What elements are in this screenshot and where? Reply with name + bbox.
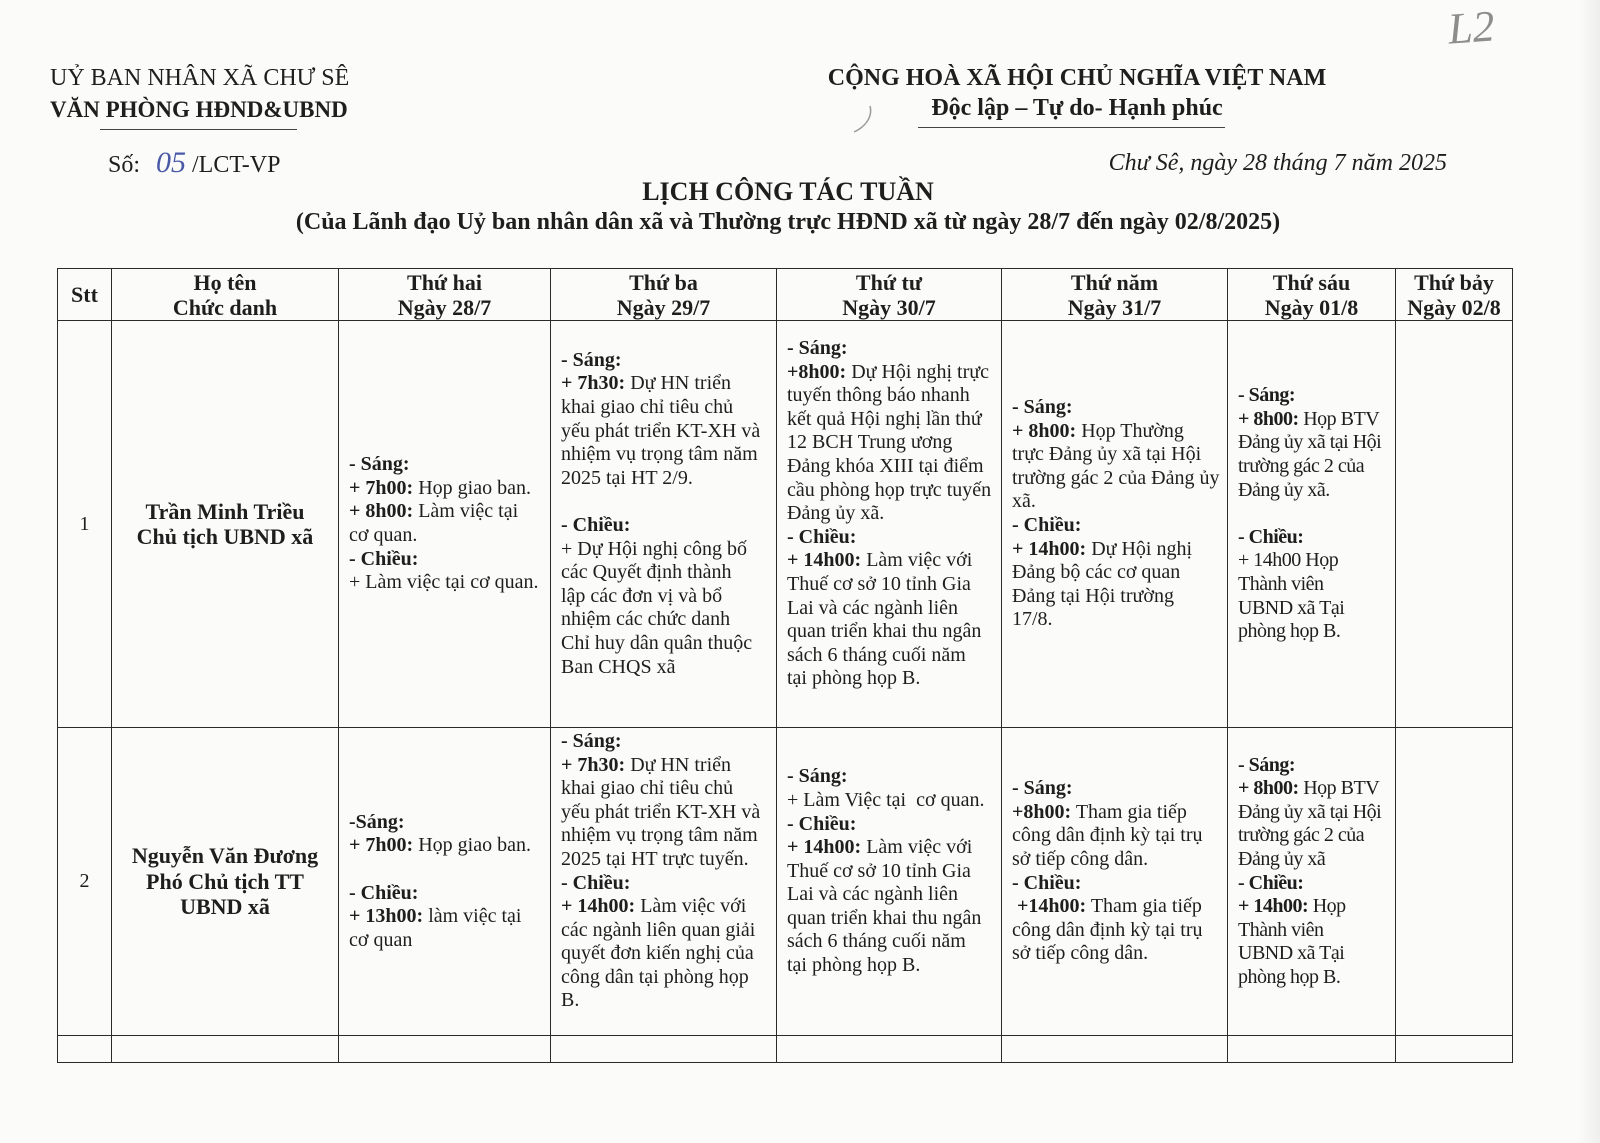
agency-header bbox=[50, 62, 349, 126]
day-cell-mon bbox=[339, 1036, 551, 1063]
schedule-line bbox=[1012, 801, 1223, 825]
schedule-text: Họp giao ban. bbox=[413, 834, 531, 857]
schedule-line bbox=[1238, 384, 1391, 408]
schedule-text: công dân định kỳ tại trụ bbox=[1012, 918, 1203, 941]
schedule-line bbox=[1012, 777, 1223, 801]
column-header-line: Ngày 31/7 bbox=[1067, 294, 1162, 320]
schedule-text: nhiệm vụ trọng tâm năm bbox=[561, 443, 758, 466]
schedule-line bbox=[787, 813, 997, 837]
schedule-line bbox=[1238, 942, 1391, 966]
column-header-line: Thứ ba bbox=[629, 269, 698, 295]
schedule-line bbox=[787, 361, 997, 385]
schedule-line bbox=[1012, 848, 1223, 872]
schedule-label: + 7h00: bbox=[349, 834, 414, 857]
name-line: Nguyễn Văn Đương bbox=[131, 843, 319, 869]
schedule-text: sở tiếp công dân. bbox=[1012, 942, 1149, 965]
schedule-line bbox=[1012, 467, 1223, 491]
name-cell bbox=[112, 321, 339, 728]
schedule-text: Họp bbox=[1308, 895, 1346, 918]
schedule-line bbox=[349, 858, 546, 882]
column-header-line: Thứ hai bbox=[407, 269, 482, 295]
schedule-line bbox=[561, 443, 772, 467]
schedule-line bbox=[561, 561, 772, 585]
schedule-line bbox=[561, 919, 772, 943]
schedule-line bbox=[787, 502, 997, 526]
schedule-label: - Sáng: bbox=[787, 337, 848, 360]
day-cell-tue bbox=[551, 1036, 777, 1063]
schedule-label: - Chiều: bbox=[1238, 525, 1304, 548]
schedule-text: yếu phát triển KT-XH và bbox=[561, 800, 761, 823]
column-header-line: Thứ sáu bbox=[1272, 269, 1351, 295]
schedule-line bbox=[1238, 408, 1391, 432]
schedule-label: - Sáng: bbox=[1012, 777, 1073, 800]
schedule-line bbox=[561, 966, 772, 990]
schedule-text: Tham gia tiếp bbox=[1071, 800, 1187, 823]
schedule-text: + Làm Việc tại cơ quan. bbox=[787, 788, 985, 811]
schedule-line bbox=[561, 801, 772, 825]
schedule-text: kết quả Hội nghị lần thứ bbox=[787, 407, 982, 430]
schedule-label: +8h00: bbox=[787, 360, 847, 383]
schedule-text: sách 6 tháng cuối năm bbox=[787, 643, 966, 666]
schedule-line bbox=[561, 656, 772, 680]
column-header-stt bbox=[58, 269, 112, 321]
schedule-line bbox=[349, 500, 546, 524]
schedule-line bbox=[787, 549, 997, 573]
schedule-line bbox=[561, 824, 772, 848]
schedule-line bbox=[349, 811, 546, 835]
column-header-tue bbox=[551, 269, 777, 321]
schedule-line bbox=[787, 789, 997, 813]
country-name: CỘNG HOÀ XÃ HỘI CHỦ NGHĨA VIỆT NAM bbox=[827, 65, 1327, 91]
schedule-label: - Chiều: bbox=[561, 514, 631, 536]
schedule-line bbox=[561, 396, 772, 420]
schedule-line bbox=[787, 620, 997, 644]
schedule-label: - Chiều: bbox=[349, 881, 419, 904]
schedule-line bbox=[787, 479, 997, 503]
schedule-label: - Sáng: bbox=[787, 765, 848, 788]
schedule-text: cơ quan. bbox=[349, 524, 418, 546]
schedule-line bbox=[349, 571, 546, 595]
schedule-line bbox=[1238, 895, 1391, 919]
column-header-line: Thứ tư bbox=[855, 269, 923, 295]
schedule-line bbox=[787, 573, 997, 597]
schedule-line bbox=[349, 905, 546, 929]
schedule-text: phòng họp B. bbox=[1238, 965, 1341, 988]
motto-underline bbox=[918, 127, 1225, 128]
document-title: LỊCH CÔNG TÁC TUẦN bbox=[642, 177, 934, 206]
schedule-line bbox=[787, 597, 997, 621]
column-header-line: Thứ bảy bbox=[1414, 269, 1494, 295]
document-code: /LCT-VP bbox=[192, 152, 281, 178]
schedule-label: - Chiều: bbox=[561, 871, 631, 894]
schedule-text: nhiệm các chức danh bbox=[561, 608, 731, 631]
schedule-line bbox=[349, 882, 546, 906]
column-header-line: Ngày 02/8 bbox=[1407, 294, 1501, 320]
schedule-line bbox=[787, 860, 997, 884]
schedule-label: - Sáng: bbox=[1012, 396, 1073, 419]
schedule-line bbox=[1012, 396, 1223, 420]
schedule-line bbox=[787, 337, 997, 361]
schedule-label: - Sáng: bbox=[1238, 753, 1296, 776]
schedule-text: Thuế cơ sở 10 tỉnh Gia bbox=[787, 572, 971, 595]
schedule-text: tại phòng họp B. bbox=[787, 667, 921, 690]
schedule-label: + 14h00: bbox=[787, 549, 862, 572]
schedule-text: Đảng ủy xã. bbox=[787, 502, 885, 525]
schedule-table bbox=[57, 268, 1513, 1063]
schedule-line bbox=[561, 538, 772, 562]
schedule-line bbox=[561, 848, 772, 872]
column-header-line: Stt bbox=[71, 282, 98, 307]
schedule-label: - Chiều: bbox=[1012, 514, 1082, 536]
schedule-text: Đảng ủy xã. bbox=[1238, 478, 1330, 501]
schedule-line bbox=[1238, 777, 1391, 801]
schedule-line bbox=[787, 526, 997, 550]
document-number bbox=[108, 147, 280, 181]
day-cell-sat bbox=[1396, 1036, 1513, 1063]
table-row bbox=[58, 728, 1513, 1036]
schedule-text: sách 6 tháng cuối năm bbox=[787, 930, 966, 953]
handwritten-corner-mark: L2 bbox=[1446, 1, 1497, 54]
schedule-label: + 14h00: bbox=[561, 895, 636, 918]
day-cell-thu bbox=[1002, 1036, 1228, 1063]
schedule-line bbox=[1238, 848, 1391, 872]
day-cell-tue bbox=[551, 728, 777, 1036]
schedule-label: +14h00: bbox=[1012, 895, 1087, 918]
schedule-line bbox=[1012, 420, 1223, 444]
schedule-line bbox=[1238, 479, 1391, 503]
schedule-text: các ngành liên quan giải bbox=[561, 918, 756, 941]
column-header-line: Thứ năm bbox=[1070, 269, 1159, 295]
column-header-mon bbox=[339, 269, 551, 321]
schedule-text: + Dự Hội nghị công bố bbox=[561, 537, 747, 560]
handwritten-number: 05 bbox=[156, 146, 187, 179]
day-cell-wed bbox=[777, 728, 1002, 1036]
schedule-header-row bbox=[58, 269, 1513, 321]
national-motto-header bbox=[817, 63, 1337, 123]
office-name: VĂN PHÒNG HĐND&UBND bbox=[50, 97, 348, 122]
schedule-line bbox=[787, 455, 997, 479]
column-header-thu bbox=[1002, 269, 1228, 321]
schedule-line bbox=[1012, 538, 1223, 562]
schedule-line bbox=[787, 836, 997, 860]
schedule-text: 2025 tại HT 2/9. bbox=[561, 466, 693, 489]
schedule-text: cầu phòng họp trực tuyến bbox=[787, 478, 992, 501]
schedule-text: trường gác 2 của bbox=[1238, 455, 1365, 478]
schedule-label: + 14h00: bbox=[787, 836, 862, 859]
schedule-text: Họp Thường bbox=[1076, 419, 1184, 442]
schedule-line bbox=[561, 942, 772, 966]
column-header-fri bbox=[1228, 269, 1396, 321]
schedule-text: Đảng bộ các cơ quan bbox=[1012, 561, 1181, 584]
schedule-line bbox=[1238, 824, 1391, 848]
schedule-text: Họp BTV bbox=[1298, 777, 1380, 800]
name-line: Chủ tịch UBND xã bbox=[136, 524, 314, 549]
schedule-text: Làm việc tại bbox=[413, 500, 519, 523]
schedule-text: Thành viên bbox=[1238, 918, 1324, 941]
day-cell-fri bbox=[1228, 321, 1396, 728]
schedule-text: Họp BTV bbox=[1298, 407, 1380, 430]
name-cell bbox=[112, 728, 339, 1036]
schedule-line bbox=[1238, 919, 1391, 943]
name-line: Trần Minh Triều bbox=[145, 498, 305, 524]
schedule-line bbox=[1238, 966, 1391, 990]
schedule-line bbox=[787, 667, 997, 691]
schedule-line bbox=[1012, 608, 1223, 632]
schedule-line bbox=[349, 929, 546, 953]
schedule-line bbox=[349, 548, 546, 572]
schedule-label: - Sáng: bbox=[561, 729, 622, 752]
schedule-line bbox=[1238, 431, 1391, 455]
schedule-text: + 14h00 Họp bbox=[1238, 549, 1339, 572]
schedule-text: trường gác 2 của bbox=[1238, 824, 1365, 847]
schedule-text: Thuế cơ sở 10 tỉnh Gia bbox=[787, 859, 971, 882]
column-header-name bbox=[112, 269, 339, 321]
schedule-line bbox=[1012, 872, 1223, 896]
schedule-label: - Chiều: bbox=[349, 547, 419, 570]
schedule-label: - Sáng: bbox=[1238, 384, 1296, 407]
schedule-line bbox=[561, 989, 772, 1013]
day-cell-fri bbox=[1228, 1036, 1396, 1063]
schedule-label: + 7h00: bbox=[349, 476, 414, 499]
column-header-line: Ngày 28/7 bbox=[397, 294, 492, 320]
schedule-text: B. bbox=[561, 989, 580, 1012]
schedule-text: trực Đảng ủy xã tại Hội bbox=[1012, 443, 1202, 466]
schedule-line bbox=[561, 420, 772, 444]
column-header-line: Chức danh bbox=[172, 294, 278, 320]
schedule-text: Đảng tại Hội trường bbox=[1012, 584, 1174, 607]
schedule-line bbox=[1238, 620, 1391, 644]
schedule-line bbox=[1012, 585, 1223, 609]
column-header-line: Ngày 30/7 bbox=[842, 294, 936, 320]
schedule-text: quyết đơn kiến nghị của bbox=[561, 942, 754, 965]
schedule-line bbox=[1238, 502, 1391, 526]
schedule-text: Họp giao ban. bbox=[413, 476, 531, 499]
schedule-line bbox=[1012, 561, 1223, 585]
schedule-line bbox=[1012, 514, 1223, 538]
schedule-text: tại phòng họp B. bbox=[787, 954, 921, 977]
schedule-text: Đảng ủy xã tại Hội bbox=[1238, 800, 1382, 823]
table-row bbox=[58, 1036, 1513, 1063]
schedule-text: Lai và các ngành liên bbox=[787, 596, 959, 619]
schedule-text: Làm việc với bbox=[861, 836, 973, 859]
schedule-text: Đảng ủy xã tại Hội bbox=[1238, 431, 1382, 454]
day-cell-mon bbox=[339, 321, 551, 728]
schedule-text: Thành viên bbox=[1238, 572, 1324, 595]
schedule-line bbox=[1012, 443, 1223, 467]
schedule-line bbox=[1238, 754, 1391, 778]
name-line: Phó Chủ tịch TT bbox=[146, 868, 304, 894]
schedule-text: tuyến thông báo nhanh bbox=[787, 384, 970, 407]
national-motto: Độc lập – Tự do- Hạnh phúc bbox=[931, 95, 1223, 121]
schedule-line bbox=[1238, 573, 1391, 597]
schedule-text: làm việc tại bbox=[423, 905, 522, 928]
schedule-line bbox=[349, 477, 546, 501]
schedule-line bbox=[561, 872, 772, 896]
schedule-text: lập các đơn vị và bổ bbox=[561, 584, 723, 607]
schedule-line bbox=[787, 644, 997, 668]
schedule-text: Tham gia tiếp bbox=[1086, 895, 1202, 918]
schedule-text: Chỉ huy dân quân thuộc bbox=[561, 631, 753, 654]
place-and-date: Chư Sê, ngày 28 tháng 7 năm 2025 bbox=[1108, 150, 1447, 176]
schedule-label: + 8h00: bbox=[1012, 419, 1077, 442]
agency-name: UỶ BAN NHÂN XÃ CHƯ SÊ bbox=[50, 65, 350, 91]
schedule-line bbox=[1012, 895, 1223, 919]
schedule-line bbox=[787, 765, 997, 789]
schedule-line bbox=[787, 384, 997, 408]
day-cell-fri bbox=[1228, 728, 1396, 1036]
schedule-text: các Quyết định thành bbox=[561, 561, 732, 584]
schedule-label: - Chiều: bbox=[787, 525, 857, 548]
name-cell bbox=[112, 1036, 339, 1063]
schedule-label: + 14h00: bbox=[1012, 537, 1087, 560]
day-cell-tue bbox=[551, 321, 777, 728]
schedule-text: Dự HN triển bbox=[625, 372, 732, 395]
schedule-line bbox=[1238, 801, 1391, 825]
schedule-text: quan triển khai thu ngân bbox=[787, 620, 982, 643]
schedule-text: quan triển khai thu ngân bbox=[787, 906, 982, 929]
schedule-line bbox=[561, 754, 772, 778]
schedule-line bbox=[561, 490, 772, 514]
schedule-text: Dự Hội nghị bbox=[1086, 537, 1193, 560]
table-row bbox=[58, 321, 1513, 728]
schedule-text: UBND xã Tại bbox=[1238, 942, 1345, 965]
column-header-line: Ngày 29/7 bbox=[616, 294, 711, 320]
schedule-label: +8h00: bbox=[1012, 800, 1072, 823]
stt-cell: 1 bbox=[58, 321, 112, 728]
schedule-text: Làm việc với bbox=[635, 895, 747, 918]
schedule-line bbox=[349, 834, 546, 858]
schedule-line bbox=[561, 895, 772, 919]
schedule-line bbox=[787, 907, 997, 931]
schedule-text: Lai và các ngành liên bbox=[787, 883, 959, 906]
schedule-body bbox=[58, 321, 1513, 1063]
schedule-text: UBND xã Tại bbox=[1238, 596, 1345, 619]
schedule-line bbox=[561, 585, 772, 609]
day-cell-thu bbox=[1002, 321, 1228, 728]
schedule-text: xã. bbox=[1012, 490, 1036, 513]
schedule-label: + 8h00: bbox=[1238, 407, 1299, 430]
schedule-label: -Sáng: bbox=[349, 810, 405, 833]
schedule-text: 12 BCH Trung ương bbox=[787, 431, 953, 454]
schedule-line bbox=[561, 632, 772, 656]
schedule-line bbox=[349, 453, 546, 477]
scan-shadow bbox=[1578, 0, 1600, 1143]
schedule-text: + Làm việc tại cơ quan. bbox=[349, 571, 539, 594]
schedule-text: phòng họp B. bbox=[1238, 620, 1341, 643]
column-header-wed bbox=[777, 269, 1002, 321]
schedule-line bbox=[787, 954, 997, 978]
schedule-line bbox=[787, 883, 997, 907]
schedule-text: công dân tại phòng họp bbox=[561, 965, 749, 988]
schedule-line bbox=[1012, 824, 1223, 848]
schedule-line bbox=[1238, 872, 1391, 896]
day-cell-sat bbox=[1396, 321, 1513, 728]
schedule-line bbox=[561, 349, 772, 373]
schedule-line bbox=[561, 372, 772, 396]
schedule-line bbox=[1012, 490, 1223, 514]
schedule-text: Làm việc với bbox=[861, 549, 973, 572]
day-cell-thu bbox=[1002, 728, 1228, 1036]
schedule-text: sở tiếp công dân. bbox=[1012, 847, 1149, 870]
schedule-text: yếu phát triển KT-XH và bbox=[561, 419, 761, 442]
day-cell-mon bbox=[339, 728, 551, 1036]
schedule-label: - Sáng: bbox=[561, 348, 622, 371]
day-cell-wed bbox=[777, 1036, 1002, 1063]
day-cell-sat bbox=[1396, 728, 1513, 1036]
schedule-line bbox=[561, 608, 772, 632]
schedule-line bbox=[1012, 919, 1223, 943]
schedule-line bbox=[561, 467, 772, 491]
schedule-label: + 8h00: bbox=[1238, 777, 1299, 800]
schedule-text: công dân định kỳ tại trụ bbox=[1012, 824, 1203, 847]
schedule-text: Đảng ủy xã bbox=[1238, 847, 1326, 870]
schedule-text: 17/8. bbox=[1012, 608, 1053, 631]
schedule-text: Dự HN triển bbox=[625, 753, 732, 776]
schedule-label: - Sáng: bbox=[349, 453, 410, 476]
schedule-line bbox=[561, 730, 772, 754]
document-number-label: Số: bbox=[108, 152, 141, 178]
agency-underline bbox=[100, 129, 297, 130]
schedule-label: - Chiều: bbox=[787, 812, 857, 835]
schedule-line bbox=[561, 777, 772, 801]
column-header-sat bbox=[1396, 269, 1513, 321]
schedule-text: khai giao chỉ tiêu chủ bbox=[561, 777, 734, 800]
schedule-text: Đảng khóa XIII tại điểm bbox=[787, 455, 984, 478]
column-header-line: Ngày 01/8 bbox=[1264, 294, 1359, 320]
schedule-text: Dự Hội nghị trực bbox=[846, 360, 989, 383]
schedule-line bbox=[1012, 942, 1223, 966]
schedule-text: khai giao chỉ tiêu chủ bbox=[561, 396, 734, 419]
schedule-label: + 13h00: bbox=[349, 905, 424, 928]
schedule-text: nhiệm vụ trọng tâm năm bbox=[561, 824, 758, 847]
schedule-line bbox=[1238, 526, 1391, 550]
schedule-line bbox=[787, 930, 997, 954]
name-line: UBND xã bbox=[180, 894, 270, 920]
schedule-line bbox=[1238, 597, 1391, 621]
schedule-line bbox=[349, 524, 546, 548]
schedule-text: 2025 tại HT trực tuyến. bbox=[561, 847, 749, 870]
schedule-line bbox=[787, 431, 997, 455]
schedule-text: Ban CHQS xã bbox=[561, 655, 676, 678]
schedule-label: + 14h00: bbox=[1238, 895, 1309, 918]
day-cell-wed bbox=[777, 321, 1002, 728]
schedule-line bbox=[561, 514, 772, 538]
document-subtitle: (Của Lãnh đạo Uỷ ban nhân dân xã và Thường trực HĐND xã từ ngày 28/7 đến ngày 02/8/2025) bbox=[295, 209, 1281, 235]
schedule-line bbox=[1238, 549, 1391, 573]
schedule-label: + 7h30: bbox=[561, 753, 626, 776]
schedule-line bbox=[787, 408, 997, 432]
schedule-label: + 7h30: bbox=[561, 372, 626, 395]
stt-cell: 2 bbox=[58, 728, 112, 1036]
schedule-label: - Chiều: bbox=[1238, 871, 1304, 894]
stt-cell bbox=[58, 1036, 112, 1063]
schedule-text: trường gác 2 của Đảng ủy bbox=[1012, 466, 1220, 489]
column-header-line: Họ tên bbox=[193, 269, 257, 295]
schedule-label: - Chiều: bbox=[1012, 871, 1082, 894]
schedule-label: + 8h00: bbox=[349, 500, 414, 523]
schedule-line bbox=[1238, 455, 1391, 479]
schedule-text: cơ quan bbox=[349, 928, 413, 951]
schedule-head bbox=[58, 269, 1513, 321]
